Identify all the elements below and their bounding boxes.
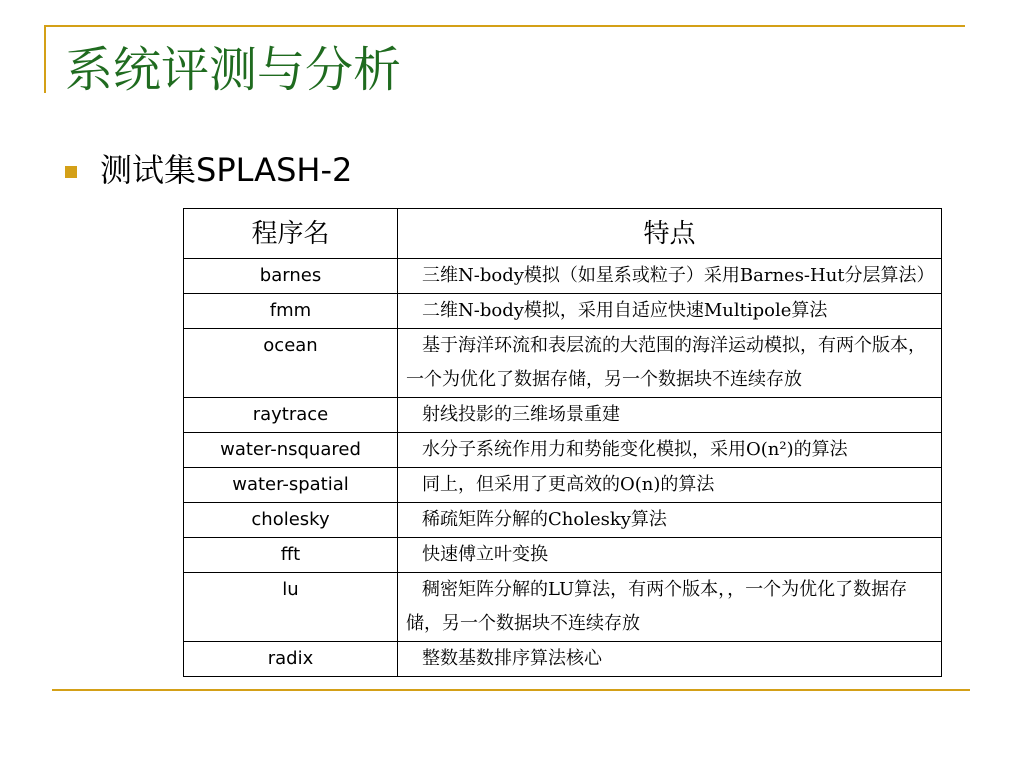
program-name-cell: ocean [184,329,398,398]
table-row [184,433,942,468]
program-name-cell: lu [184,573,398,642]
program-name-cell: water-spatial [184,468,398,503]
program-name-cell: water-nsquared [184,433,398,468]
table-row [184,503,942,538]
program-desc-cell: 水分子系统作用力和势能变化模拟，采用O(n²)的算法 [398,433,942,468]
table-row [184,538,942,573]
page-title: 系统评测与分析 [65,42,402,98]
program-name-cell: barnes [184,259,398,294]
table-row [184,468,942,503]
bottom-decorative-rule [52,689,970,691]
program-desc-cell: 整数基数排序算法核心 [398,642,942,677]
program-name-cell: cholesky [184,503,398,538]
left-decorative-rule [44,25,46,93]
program-desc-cell: 基于海洋环流和表层流的大范围的海洋运动模拟，有两个版本，一个为优化了数据存储，另一个数据块不连续存放 [398,329,942,398]
top-decorative-rule [44,25,965,27]
bullet-text: 测试集SPLASH-2 [100,151,353,189]
program-desc-cell: 稠密矩阵分解的LU算法，有两个版本，，一个为优化了数据存储，另一个数据块不连续存放 [398,573,942,642]
program-name-cell: radix [184,642,398,677]
bullet-square-icon [65,166,77,178]
table-row [184,398,942,433]
program-desc-cell: 射线投影的三维场景重建 [398,398,942,433]
table-row [184,642,942,677]
benchmark-table [183,208,942,677]
benchmark-table-container [183,208,941,677]
header-features: 特点 [398,209,942,259]
program-desc-cell: 稀疏矩阵分解的Cholesky算法 [398,503,942,538]
program-desc-cell: 同上，但采用了更高效的O(n)的算法 [398,468,942,503]
program-name-cell: fmm [184,294,398,329]
table-row [184,329,942,398]
program-name-cell: fft [184,538,398,573]
table-header-row [184,209,942,259]
table-row [184,259,942,294]
program-desc-cell: 二维N-body模拟，采用自适应快速Multipole算法 [398,294,942,329]
table-row [184,573,942,642]
program-desc-cell: 快速傅立叶变换 [398,538,942,573]
program-name-cell: raytrace [184,398,398,433]
program-desc-cell: 三维N-body模拟（如星系或粒子）采用Barnes-Hut分层算法） [398,259,942,294]
header-program-name: 程序名 [184,209,398,259]
table-row [184,294,942,329]
